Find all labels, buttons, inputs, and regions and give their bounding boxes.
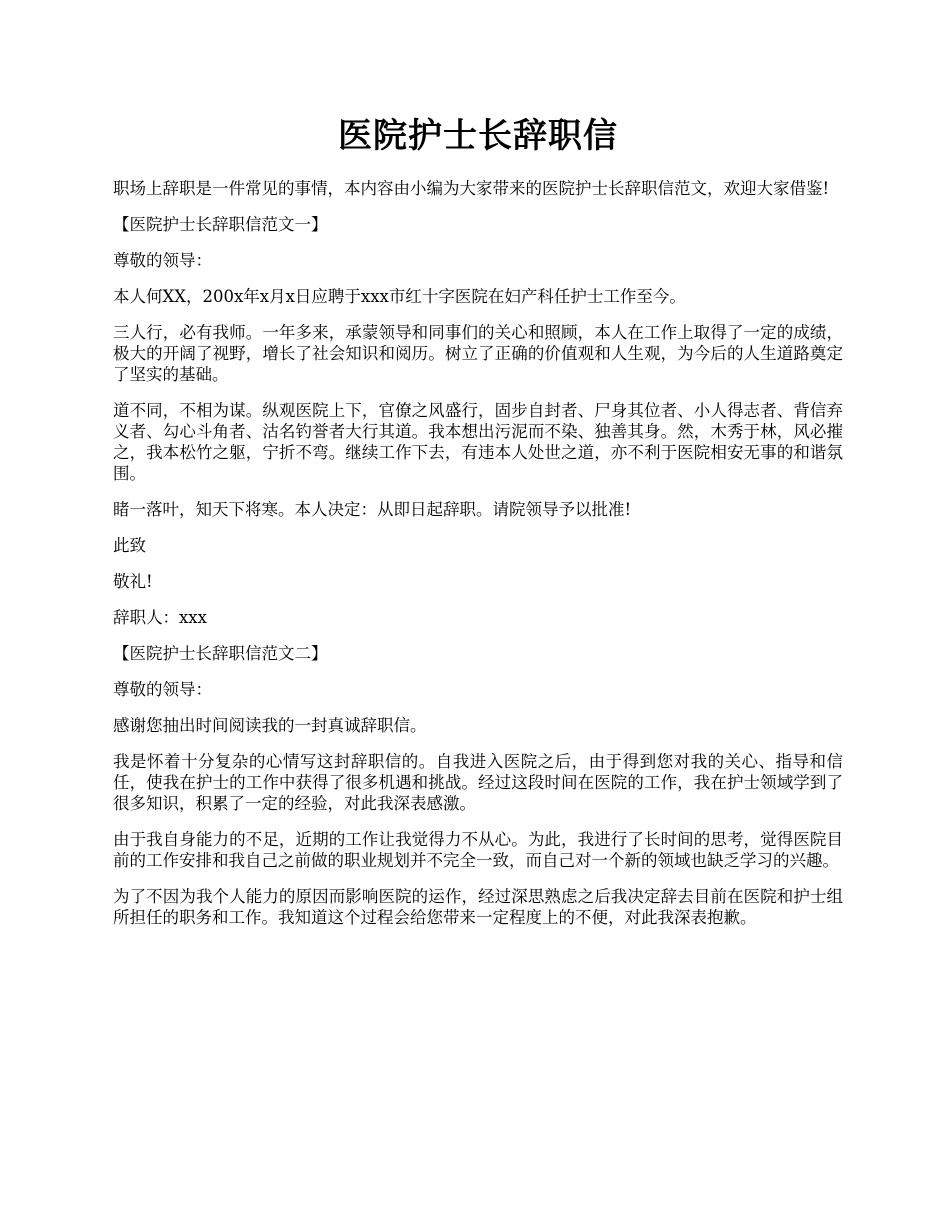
document-title: 医院护士长辞职信 [338, 116, 618, 156]
body-paragraph: 本人何XX，200x年x月x日应聘于xxx市红十字医院在妇产科任护士工作至今。 [113, 287, 686, 306]
body-paragraph: 感谢您抽出时间阅读我的一封真诚辞职信。 [113, 716, 427, 735]
document-page [113, 112, 843, 943]
salutation: 尊敬的领导： [113, 251, 212, 270]
closing-phrase: 此致 [113, 536, 146, 555]
closing-regards: 敬礼! [113, 572, 153, 591]
salutation: 尊敬的领导： [113, 680, 212, 699]
body-paragraph: 由于我自身能力的不足，近期的工作让我觉得力不从心。为此，我进行了长时间的思考，觉得医院目前的工作安排和我自己之前做的职业规划并不完全一致，而自己对一个新的领域也缺乏学习的兴趣。 [113, 830, 843, 870]
section-heading-sample-two: 【医院护士长辞职信范文二】 [113, 644, 328, 663]
body-paragraph: 道不同，不相为谋。纵观医院上下，官僚之风盛行，固步自封者、尸身其位者、小人得志者、背信弃义者、勾心斗角者、沽名钓誉者大行其道。我本想出污泥而不染、独善其身。然，木秀于林，风必摧之，我本松竹之躯，宁折不弯。继续工作下去，有违本人处世之道，亦不利于医院相安无事的和谐氛围。 [113, 401, 843, 483]
intro-paragraph: 职场上辞职是一件常见的事情，本内容由小编为大家带来的医院护士长辞职信范文，欢迎大家借鉴! [113, 179, 830, 198]
body-paragraph: 三人行，必有我师。一年多来，承蒙领导和同事们的关心和照顾，本人在工作上取得了一定的成绩，极大的开阔了视野，增长了社会知识和阅历。树立了正确的价值观和人生观，为今后的人生道路奠定了坚实的基础。 [113, 323, 843, 384]
signature-line: 辞职人：xxx [113, 608, 207, 627]
body-paragraph: 我是怀着十分复杂的心情写这封辞职信的。自我进入医院之后，由于得到您对我的关心、指导和信任，使我在护士的工作中获得了很多机遇和挑战。经过这段时间在医院的工作，我在护士领域学到了很多知识，积累了一定的经验，对此我深表感激。 [113, 752, 843, 813]
body-paragraph: 为了不因为我个人能力的原因而影响医院的运作，经过深思熟虑之后我决定辞去目前在医院和护士组所担任的职务和工作。我知道这个过程会给您带来一定程度上的不便，对此我深表抱歉。 [113, 887, 843, 927]
body-paragraph: 睹一落叶，知天下将寒。本人决定：从即日起辞职。请院领导予以批准! [113, 500, 632, 519]
section-heading-sample-one: 【医院护士长辞职信范文一】 [113, 215, 328, 234]
